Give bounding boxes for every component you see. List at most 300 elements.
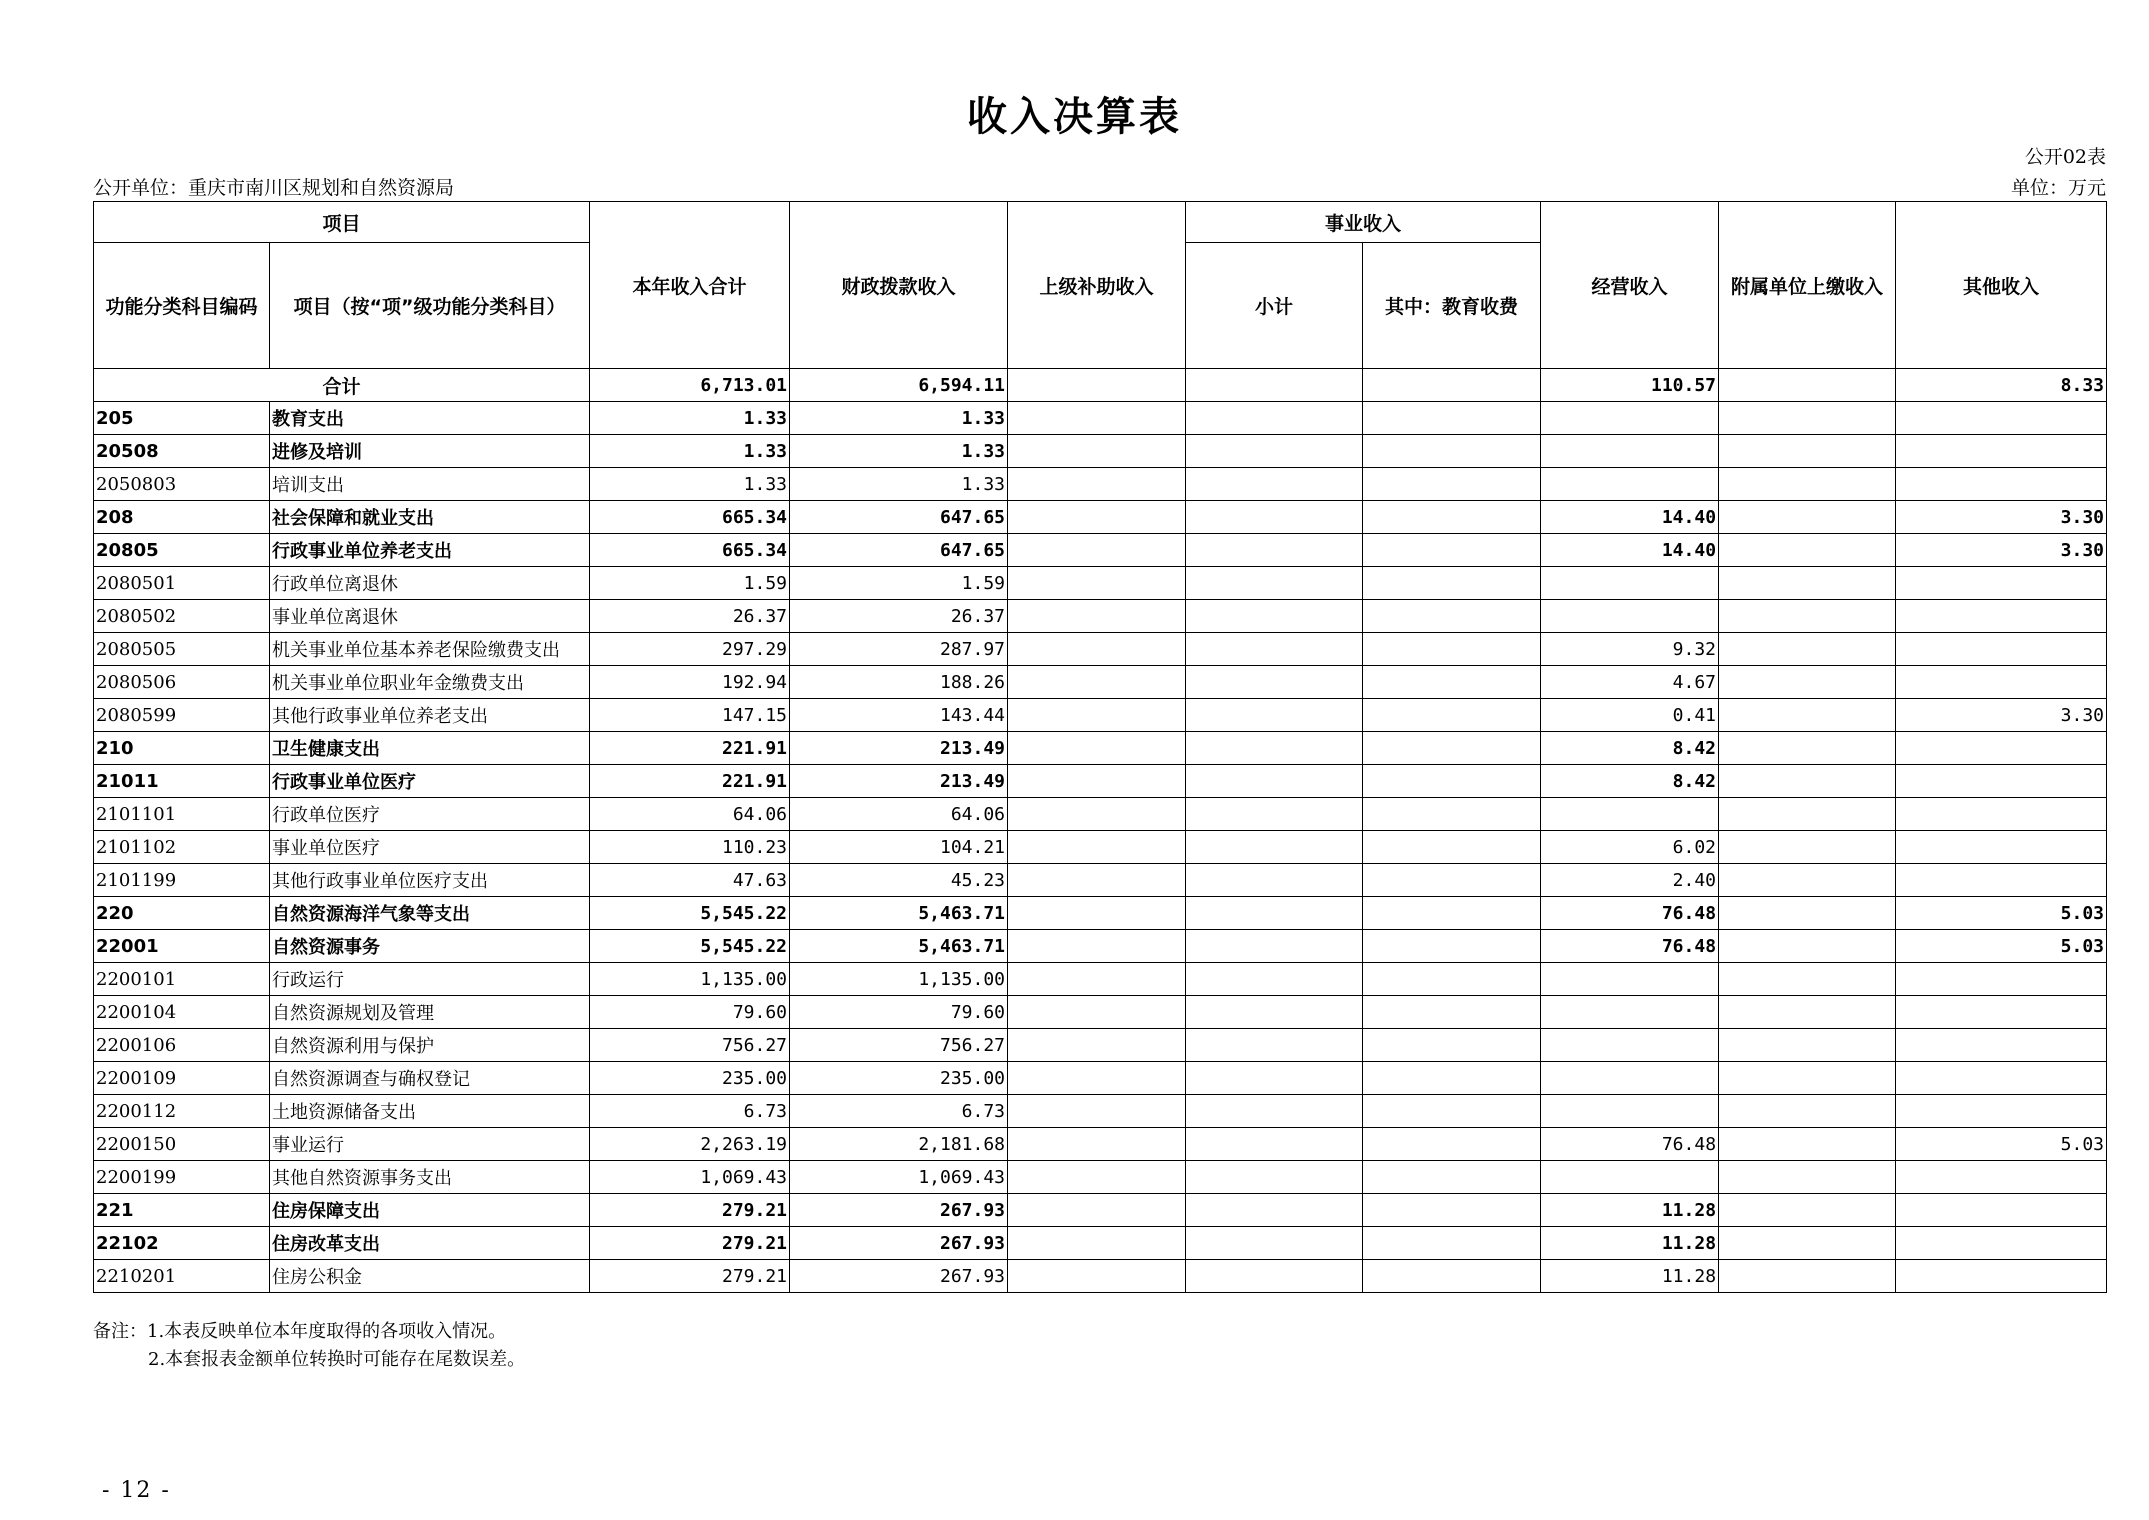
cell-total: 297.29 xyxy=(590,633,790,666)
cell-other: 3.30 xyxy=(1896,699,2107,732)
cell-education xyxy=(1363,699,1541,732)
cell-total: 221.91 xyxy=(590,765,790,798)
cell-affiliated xyxy=(1719,1128,1896,1161)
cell-fiscal: 6.73 xyxy=(790,1095,1008,1128)
total-fiscal-cell: 6,594.11 xyxy=(790,369,1008,402)
cell-subtotal xyxy=(1186,897,1363,930)
cell-subtotal xyxy=(1186,633,1363,666)
note-line-1: 备注：1.本表反映单位本年度取得的各项收入情况。 xyxy=(93,1321,507,1342)
cell-education xyxy=(1363,963,1541,996)
cell-other xyxy=(1896,435,2107,468)
cell-operating: 14.40 xyxy=(1541,534,1719,567)
cell-education xyxy=(1363,402,1541,435)
cell-fiscal: 1.33 xyxy=(790,402,1008,435)
cell-code: 2080506 xyxy=(94,666,270,699)
cell-education xyxy=(1363,1128,1541,1161)
cell-education xyxy=(1363,1095,1541,1128)
cell-superior xyxy=(1008,897,1186,930)
table-row xyxy=(94,402,2107,435)
table-row xyxy=(94,963,2107,996)
cell-code: 22001 xyxy=(94,930,270,963)
cell-subtotal xyxy=(1186,1128,1363,1161)
table-row xyxy=(94,864,2107,897)
table-body xyxy=(94,369,2107,1293)
cell-affiliated xyxy=(1719,1161,1896,1194)
cell-affiliated xyxy=(1719,798,1896,831)
cell-name: 行政事业单位养老支出 xyxy=(270,534,590,567)
cell-code: 2210201 xyxy=(94,1260,270,1293)
cell-name: 事业运行 xyxy=(270,1128,590,1161)
cell-operating: 14.40 xyxy=(1541,501,1719,534)
cell-fiscal: 104.21 xyxy=(790,831,1008,864)
cell-fiscal: 647.65 xyxy=(790,534,1008,567)
cell-operating xyxy=(1541,402,1719,435)
cell-name: 行政运行 xyxy=(270,963,590,996)
cell-total: 147.15 xyxy=(590,699,790,732)
table-row xyxy=(94,501,2107,534)
header-operating-income: 经营收入 xyxy=(1541,202,1719,369)
cell-name: 土地资源储备支出 xyxy=(270,1095,590,1128)
cell-operating: 11.28 xyxy=(1541,1260,1719,1293)
cell-name: 事业单位离退休 xyxy=(270,600,590,633)
cell-education xyxy=(1363,567,1541,600)
cell-name: 行政事业单位医疗 xyxy=(270,765,590,798)
table-row xyxy=(94,1128,2107,1161)
header-function-code: 功能分类科目编码 xyxy=(94,243,270,369)
cell-subtotal xyxy=(1186,468,1363,501)
cell-name: 行政单位离退休 xyxy=(270,567,590,600)
cell-other xyxy=(1896,1161,2107,1194)
total-label: 合计 xyxy=(94,369,590,402)
cell-operating xyxy=(1541,468,1719,501)
cell-affiliated xyxy=(1719,699,1896,732)
cell-other xyxy=(1896,1194,2107,1227)
cell-total: 1.33 xyxy=(590,402,790,435)
cell-education xyxy=(1363,1161,1541,1194)
cell-education xyxy=(1363,798,1541,831)
cell-fiscal: 756.27 xyxy=(790,1029,1008,1062)
cell-subtotal xyxy=(1186,435,1363,468)
table-row xyxy=(94,831,2107,864)
cell-affiliated xyxy=(1719,633,1896,666)
header-education-fees: 其中：教育收费 xyxy=(1363,243,1541,369)
table-row xyxy=(94,600,2107,633)
cell-code: 2200112 xyxy=(94,1095,270,1128)
cell-code: 2200199 xyxy=(94,1161,270,1194)
cell-fiscal: 1.33 xyxy=(790,468,1008,501)
cell-operating xyxy=(1541,1062,1719,1095)
cell-fiscal: 267.93 xyxy=(790,1227,1008,1260)
cell-education xyxy=(1363,435,1541,468)
total-subtotal-cell xyxy=(1186,369,1363,402)
form-number: 公开02表 xyxy=(2024,146,2106,168)
cell-operating xyxy=(1541,1161,1719,1194)
cell-code: 2101101 xyxy=(94,798,270,831)
cell-operating: 76.48 xyxy=(1541,897,1719,930)
cell-superior xyxy=(1008,534,1186,567)
cell-name: 自然资源海洋气象等支出 xyxy=(270,897,590,930)
cell-affiliated xyxy=(1719,930,1896,963)
table-row xyxy=(94,1062,2107,1095)
total-education-cell xyxy=(1363,369,1541,402)
cell-name: 自然资源规划及管理 xyxy=(270,996,590,1029)
cell-other: 3.30 xyxy=(1896,501,2107,534)
cell-fiscal: 267.93 xyxy=(790,1260,1008,1293)
cell-total: 665.34 xyxy=(590,501,790,534)
cell-operating xyxy=(1541,1029,1719,1062)
cell-code: 2080505 xyxy=(94,633,270,666)
cell-other xyxy=(1896,402,2107,435)
cell-superior xyxy=(1008,1260,1186,1293)
cell-total: 6.73 xyxy=(590,1095,790,1128)
cell-code: 2080502 xyxy=(94,600,270,633)
cell-operating: 6.02 xyxy=(1541,831,1719,864)
cell-superior xyxy=(1008,1095,1186,1128)
cell-code: 205 xyxy=(94,402,270,435)
table-row xyxy=(94,666,2107,699)
cell-total: 279.21 xyxy=(590,1227,790,1260)
cell-subtotal xyxy=(1186,930,1363,963)
page-number: - 12 - xyxy=(102,1478,171,1503)
cell-other xyxy=(1896,1062,2107,1095)
cell-operating: 11.28 xyxy=(1541,1194,1719,1227)
cell-education xyxy=(1363,666,1541,699)
cell-total: 64.06 xyxy=(590,798,790,831)
cell-name: 其他行政事业单位养老支出 xyxy=(270,699,590,732)
total-superior-cell xyxy=(1008,369,1186,402)
cell-affiliated xyxy=(1719,1095,1896,1128)
cell-superior xyxy=(1008,501,1186,534)
cell-superior xyxy=(1008,996,1186,1029)
cell-education xyxy=(1363,897,1541,930)
cell-superior xyxy=(1008,402,1186,435)
table-row xyxy=(94,1095,2107,1128)
cell-education xyxy=(1363,534,1541,567)
cell-fiscal: 1.33 xyxy=(790,435,1008,468)
notes xyxy=(93,1318,525,1374)
cell-other xyxy=(1896,798,2107,831)
table-row xyxy=(94,1227,2107,1260)
table-row xyxy=(94,765,2107,798)
cell-education xyxy=(1363,1227,1541,1260)
cell-name: 住房改革支出 xyxy=(270,1227,590,1260)
table-row xyxy=(94,930,2107,963)
cell-operating xyxy=(1541,600,1719,633)
cell-superior xyxy=(1008,600,1186,633)
cell-fiscal: 647.65 xyxy=(790,501,1008,534)
cell-code: 2200109 xyxy=(94,1062,270,1095)
total-row xyxy=(94,369,2107,402)
total-income-cell: 6,713.01 xyxy=(590,369,790,402)
cell-superior xyxy=(1008,930,1186,963)
cell-education xyxy=(1363,1062,1541,1095)
cell-education xyxy=(1363,996,1541,1029)
cell-code: 220 xyxy=(94,897,270,930)
cell-code: 2200150 xyxy=(94,1128,270,1161)
cell-affiliated xyxy=(1719,864,1896,897)
cell-superior xyxy=(1008,468,1186,501)
cell-other xyxy=(1896,996,2107,1029)
cell-name: 机关事业单位职业年金缴费支出 xyxy=(270,666,590,699)
note-line-2: 2.本套报表金额单位转换时可能存在尾数误差。 xyxy=(148,1349,526,1370)
cell-education xyxy=(1363,765,1541,798)
cell-code: 22102 xyxy=(94,1227,270,1260)
cell-total: 221.91 xyxy=(590,732,790,765)
cell-education xyxy=(1363,501,1541,534)
cell-other xyxy=(1896,468,2107,501)
cell-total: 1,135.00 xyxy=(590,963,790,996)
cell-total: 1.33 xyxy=(590,468,790,501)
cell-superior xyxy=(1008,831,1186,864)
cell-education xyxy=(1363,864,1541,897)
cell-fiscal: 143.44 xyxy=(790,699,1008,732)
cell-subtotal xyxy=(1186,1161,1363,1194)
cell-superior xyxy=(1008,765,1186,798)
table-row xyxy=(94,897,2107,930)
reporting-unit: 公开单位：重庆市南川区规划和自然资源局 xyxy=(93,177,455,199)
cell-other xyxy=(1896,864,2107,897)
cell-name: 机关事业单位基本养老保险缴费支出 xyxy=(270,633,590,666)
cell-other xyxy=(1896,831,2107,864)
total-affiliated-cell xyxy=(1719,369,1896,402)
currency-unit: 单位：万元 xyxy=(2010,177,2106,199)
cell-name: 教育支出 xyxy=(270,402,590,435)
cell-subtotal xyxy=(1186,798,1363,831)
header-affiliated-income: 附属单位上缴收入 xyxy=(1719,202,1896,369)
cell-subtotal xyxy=(1186,963,1363,996)
header-business-income: 事业收入 xyxy=(1186,202,1541,243)
cell-other xyxy=(1896,963,2107,996)
cell-superior xyxy=(1008,1161,1186,1194)
cell-subtotal xyxy=(1186,1227,1363,1260)
table-row xyxy=(94,534,2107,567)
cell-superior xyxy=(1008,435,1186,468)
table-row xyxy=(94,468,2107,501)
cell-subtotal xyxy=(1186,1062,1363,1095)
cell-code: 2200106 xyxy=(94,1029,270,1062)
cell-subtotal xyxy=(1186,402,1363,435)
header-item-name: 项目（按“项”级功能分类科目） xyxy=(270,243,590,369)
cell-operating xyxy=(1541,996,1719,1029)
cell-superior xyxy=(1008,732,1186,765)
cell-education xyxy=(1363,1260,1541,1293)
cell-name: 卫生健康支出 xyxy=(270,732,590,765)
cell-total: 47.63 xyxy=(590,864,790,897)
cell-subtotal xyxy=(1186,864,1363,897)
cell-affiliated xyxy=(1719,435,1896,468)
cell-other xyxy=(1896,732,2107,765)
cell-education xyxy=(1363,930,1541,963)
cell-subtotal xyxy=(1186,1095,1363,1128)
cell-affiliated xyxy=(1719,600,1896,633)
cell-superior xyxy=(1008,699,1186,732)
cell-subtotal xyxy=(1186,501,1363,534)
cell-fiscal: 1.59 xyxy=(790,567,1008,600)
cell-fiscal: 213.49 xyxy=(790,732,1008,765)
header-project: 项目 xyxy=(94,202,590,243)
cell-name: 其他行政事业单位医疗支出 xyxy=(270,864,590,897)
cell-fiscal: 235.00 xyxy=(790,1062,1008,1095)
cell-other xyxy=(1896,1029,2107,1062)
cell-name: 自然资源利用与保护 xyxy=(270,1029,590,1062)
table-row xyxy=(94,1029,2107,1062)
cell-other xyxy=(1896,1227,2107,1260)
cell-code: 2200101 xyxy=(94,963,270,996)
cell-fiscal: 1,069.43 xyxy=(790,1161,1008,1194)
cell-name: 事业单位医疗 xyxy=(270,831,590,864)
table-row xyxy=(94,567,2107,600)
cell-affiliated xyxy=(1719,831,1896,864)
cell-affiliated xyxy=(1719,1062,1896,1095)
cell-other xyxy=(1896,567,2107,600)
header-business-subtotal: 小计 xyxy=(1186,243,1363,369)
cell-affiliated xyxy=(1719,567,1896,600)
cell-affiliated xyxy=(1719,666,1896,699)
cell-operating xyxy=(1541,798,1719,831)
cell-name: 住房公积金 xyxy=(270,1260,590,1293)
header-fiscal-appropriation: 财政拨款收入 xyxy=(790,202,1008,369)
cell-affiliated xyxy=(1719,1260,1896,1293)
cell-subtotal xyxy=(1186,600,1363,633)
cell-affiliated xyxy=(1719,501,1896,534)
cell-name: 自然资源事务 xyxy=(270,930,590,963)
cell-total: 192.94 xyxy=(590,666,790,699)
cell-operating: 76.48 xyxy=(1541,930,1719,963)
cell-education xyxy=(1363,633,1541,666)
cell-affiliated xyxy=(1719,732,1896,765)
cell-operating: 4.67 xyxy=(1541,666,1719,699)
cell-operating: 8.42 xyxy=(1541,765,1719,798)
cell-total: 2,263.19 xyxy=(590,1128,790,1161)
cell-subtotal xyxy=(1186,699,1363,732)
cell-superior xyxy=(1008,963,1186,996)
cell-other xyxy=(1896,666,2107,699)
total-other-cell: 8.33 xyxy=(1896,369,2107,402)
cell-affiliated xyxy=(1719,765,1896,798)
cell-total: 756.27 xyxy=(590,1029,790,1062)
cell-total: 5,545.22 xyxy=(590,930,790,963)
header-superior-subsidy: 上级补助收入 xyxy=(1008,202,1186,369)
cell-total: 279.21 xyxy=(590,1260,790,1293)
cell-operating: 11.28 xyxy=(1541,1227,1719,1260)
cell-total: 665.34 xyxy=(590,534,790,567)
cell-other: 5.03 xyxy=(1896,930,2107,963)
cell-operating: 76.48 xyxy=(1541,1128,1719,1161)
cell-subtotal xyxy=(1186,1260,1363,1293)
cell-code: 2101199 xyxy=(94,864,270,897)
cell-subtotal xyxy=(1186,1194,1363,1227)
cell-education xyxy=(1363,1194,1541,1227)
table-row xyxy=(94,633,2107,666)
cell-education xyxy=(1363,1029,1541,1062)
cell-fiscal: 287.97 xyxy=(790,633,1008,666)
cell-fiscal: 1,135.00 xyxy=(790,963,1008,996)
cell-affiliated xyxy=(1719,963,1896,996)
cell-superior xyxy=(1008,1029,1186,1062)
cell-name: 培训支出 xyxy=(270,468,590,501)
cell-fiscal: 5,463.71 xyxy=(790,897,1008,930)
cell-other xyxy=(1896,1095,2107,1128)
cell-subtotal xyxy=(1186,732,1363,765)
cell-code: 2050803 xyxy=(94,468,270,501)
cell-fiscal: 2,181.68 xyxy=(790,1128,1008,1161)
table-row xyxy=(94,699,2107,732)
cell-education xyxy=(1363,732,1541,765)
page-title: 收入决算表 xyxy=(967,94,1182,140)
cell-other xyxy=(1896,633,2107,666)
cell-code: 221 xyxy=(94,1194,270,1227)
cell-total: 5,545.22 xyxy=(590,897,790,930)
table-row xyxy=(94,1194,2107,1227)
cell-total: 279.21 xyxy=(590,1194,790,1227)
cell-other xyxy=(1896,600,2107,633)
cell-total: 1.33 xyxy=(590,435,790,468)
header-total-income: 本年收入合计 xyxy=(590,202,790,369)
cell-superior xyxy=(1008,1128,1186,1161)
table-row xyxy=(94,798,2107,831)
table-row xyxy=(94,1260,2107,1293)
cell-affiliated xyxy=(1719,1194,1896,1227)
cell-subtotal xyxy=(1186,567,1363,600)
cell-superior xyxy=(1008,666,1186,699)
cell-code: 20805 xyxy=(94,534,270,567)
cell-name: 行政单位医疗 xyxy=(270,798,590,831)
cell-code: 21011 xyxy=(94,765,270,798)
cell-total: 1,069.43 xyxy=(590,1161,790,1194)
table-row xyxy=(94,732,2107,765)
cell-superior xyxy=(1008,1062,1186,1095)
cell-superior xyxy=(1008,1194,1186,1227)
cell-affiliated xyxy=(1719,468,1896,501)
cell-education xyxy=(1363,831,1541,864)
cell-affiliated xyxy=(1719,1029,1896,1062)
cell-fiscal: 267.93 xyxy=(790,1194,1008,1227)
cell-operating: 8.42 xyxy=(1541,732,1719,765)
cell-fiscal: 213.49 xyxy=(790,765,1008,798)
cell-name: 自然资源调查与确权登记 xyxy=(270,1062,590,1095)
cell-affiliated xyxy=(1719,897,1896,930)
table-row xyxy=(94,996,2107,1029)
cell-subtotal xyxy=(1186,831,1363,864)
cell-other xyxy=(1896,1260,2107,1293)
cell-operating: 9.32 xyxy=(1541,633,1719,666)
header-other-income: 其他收入 xyxy=(1896,202,2107,369)
cell-code: 210 xyxy=(94,732,270,765)
cell-subtotal xyxy=(1186,996,1363,1029)
cell-code: 20508 xyxy=(94,435,270,468)
income-final-accounts-table xyxy=(93,201,2107,1293)
cell-name: 住房保障支出 xyxy=(270,1194,590,1227)
table-row xyxy=(94,435,2107,468)
cell-name: 进修及培训 xyxy=(270,435,590,468)
cell-affiliated xyxy=(1719,534,1896,567)
table-row xyxy=(94,1161,2107,1194)
cell-total: 79.60 xyxy=(590,996,790,1029)
cell-code: 208 xyxy=(94,501,270,534)
cell-operating: 0.41 xyxy=(1541,699,1719,732)
cell-total: 235.00 xyxy=(590,1062,790,1095)
cell-education xyxy=(1363,600,1541,633)
cell-affiliated xyxy=(1719,1227,1896,1260)
cell-fiscal: 79.60 xyxy=(790,996,1008,1029)
cell-code: 2101102 xyxy=(94,831,270,864)
cell-affiliated xyxy=(1719,402,1896,435)
cell-fiscal: 64.06 xyxy=(790,798,1008,831)
cell-superior xyxy=(1008,864,1186,897)
cell-other: 5.03 xyxy=(1896,897,2107,930)
cell-fiscal: 5,463.71 xyxy=(790,930,1008,963)
cell-superior xyxy=(1008,567,1186,600)
